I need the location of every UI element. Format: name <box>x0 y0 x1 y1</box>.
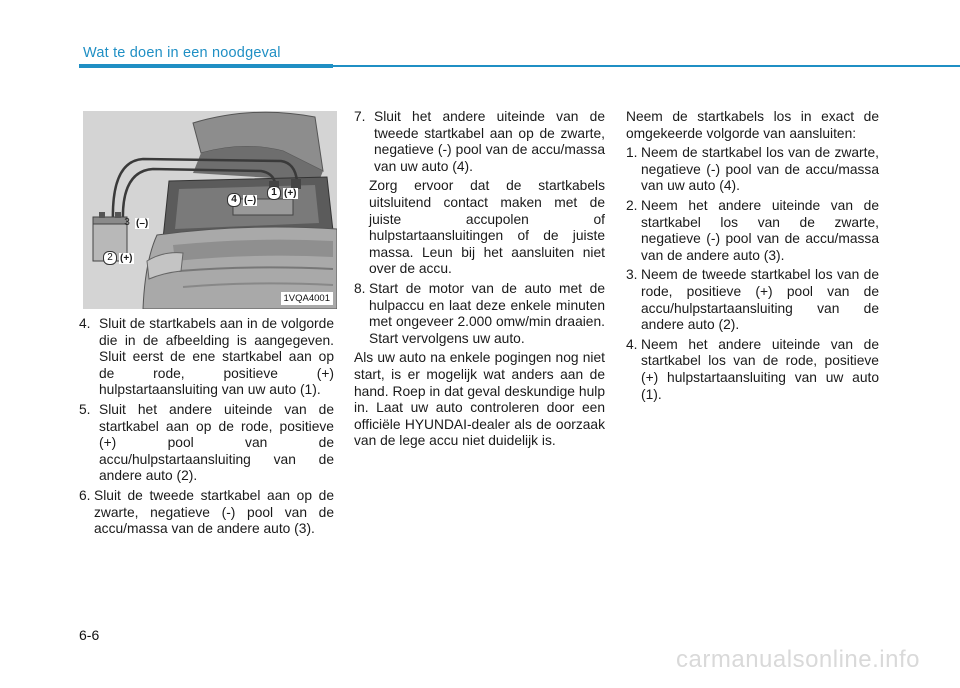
step-text: Sluit het andere uiteinde van de startkabel aan op de rode, positieve (+) pool van de accu/hulpstartaansluiting van de andere auto (2). <box>99 401 334 484</box>
callout-3 <box>121 217 149 229</box>
column-1 <box>79 316 334 538</box>
callout-2-number: 2 <box>103 251 117 265</box>
step-number: 2. <box>626 197 638 213</box>
column-3 <box>626 109 879 403</box>
column-2 <box>354 109 605 450</box>
step-text: Start de motor van de auto met de hulpaccu en laat deze enkele minuten met ongeveer 2.000 omw/min draaien. Start vervolgens uw auto. <box>369 280 605 346</box>
disconnect-intro: Neem de startkabels los in exact de omgekeerde volgorde van aansluiten: <box>626 109 879 141</box>
watermark: carmanualsonline.info <box>676 646 920 673</box>
step-number: 7. <box>354 109 366 124</box>
step-text: Sluit de tweede startkabel aan op de zwarte, negatieve (-) pool van de accu/massa van de andere auto (3). <box>94 487 334 537</box>
step-number: 1. <box>626 145 638 161</box>
car-engine-bay-drawing <box>83 111 337 309</box>
step-8 <box>354 281 605 347</box>
jump-start-illustration <box>83 111 337 309</box>
step-text: Sluit de startkabels aan in de volgorde die in de afbeelding is aangegeven. Sluit eerst de ene startkabel aan op de rode, positieve (+) hulpstartaansluiting van uw auto (1). <box>99 316 334 398</box>
step-number: 8. <box>354 280 366 296</box>
paragraph-dealer: Als uw auto na enkele pogingen nog niet start, is er mogelijk wat anders aan de hand. Roep in dat geval deskundige hulp in. Laat uw auto controleren door een officiële HYUNDAI-dealer als de oorzaak van de lege accu niet duidelijk is. <box>354 350 605 449</box>
page-number: 6-6 <box>79 627 100 643</box>
step-number: 4. <box>79 316 91 331</box>
callout-3-number: 3 <box>124 217 130 228</box>
step-text: Neem het andere uiteinde van de startkabel los van de zwarte, negatieve (-) pool van de accu/massa van de andere auto (3). <box>641 197 879 263</box>
step-7-note: Zorg ervoor dat de startkabels uitsluitend contact maken met de juiste accupolen of hulpstartaansluitingen of de juiste massa. Leun bij het aansluiten niet over de accu. <box>369 178 605 277</box>
step-4 <box>79 316 334 399</box>
disconnect-step-3 <box>626 267 879 333</box>
callout-4-sign: (–) <box>244 194 257 206</box>
step-text: Neem de startkabel los van de zwarte, negatieve (-) pool van de accu/massa van uw auto (4). <box>641 145 879 194</box>
callout-1-sign: (+) <box>284 187 297 199</box>
callout-2-sign: (+) <box>120 252 133 264</box>
step-number: 6. <box>79 487 91 503</box>
step-text: Neem het andere uiteinde van de startkabel los van de rode, positieve (+) hulpstartaansluiting van uw auto (1). <box>641 336 879 402</box>
step-5 <box>79 402 334 485</box>
callout-2 <box>103 251 134 265</box>
step-number: 5. <box>79 401 91 417</box>
callout-4-number: 4 <box>227 193 241 207</box>
callout-1 <box>267 186 298 200</box>
figure-code: 1VQA4001 <box>281 292 333 305</box>
header-rule <box>79 64 960 68</box>
callout-1-number: 1 <box>267 186 281 200</box>
disconnect-step-4 <box>626 337 879 403</box>
step-number: 4. <box>626 336 638 352</box>
step-text: Sluit het andere uiteinde van de tweede startkabel aan op de zwarte, negatieve (-) pool van de accu/massa van uw auto (4). <box>374 109 605 174</box>
disconnect-step-1 <box>626 145 879 195</box>
callout-3-sign: (–) <box>136 217 149 229</box>
step-6 <box>79 488 334 538</box>
step-number: 3. <box>626 267 638 283</box>
step-text: Neem de tweede startkabel los van de rode, positieve (+) pool van de accu/hulpstartaansluiting van de andere auto (2). <box>641 267 879 333</box>
disconnect-step-2 <box>626 198 879 264</box>
callout-4 <box>227 193 257 207</box>
section-header: Wat te doen in een noodgeval <box>83 45 281 61</box>
step-7 <box>354 109 605 175</box>
